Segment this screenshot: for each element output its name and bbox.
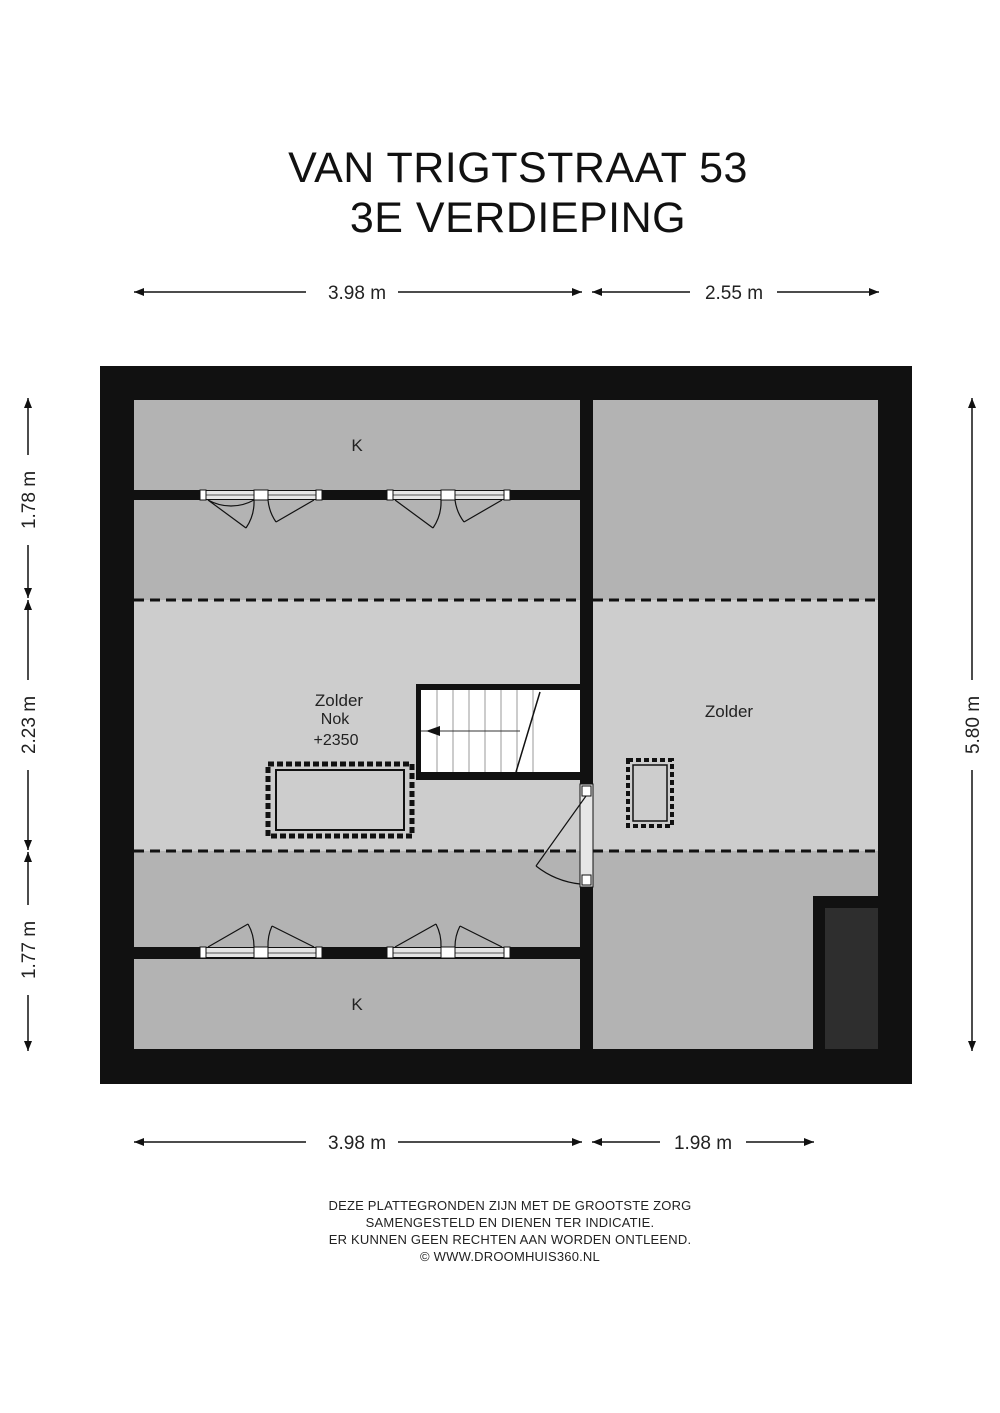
floor-title: 3E VERDIEPING	[349, 194, 687, 242]
knee-wall-bottom	[134, 947, 580, 959]
dimension-top-right	[592, 283, 879, 304]
attic-left-height-label: +2350	[313, 732, 359, 749]
knee-wall-top	[134, 490, 580, 500]
address-title: VAN TRIGTSTRAAT 53	[288, 144, 748, 192]
dimension-bottom-right	[592, 1133, 814, 1154]
central-wall-upper	[580, 400, 593, 784]
disclaimer-copyright[interactable]: © WWW.DROOMHUIS360.NL	[420, 1249, 600, 1264]
dimension-bottom-right-label: 1.98 m	[673, 1133, 733, 1154]
disclaimer-line: DEZE PLATTEGRONDEN ZIJN MET DE GROOTSTE ZORG	[328, 1198, 692, 1213]
attic-right-low-zone-top	[593, 400, 878, 600]
shaft	[825, 908, 878, 1049]
dimension-left-top	[19, 398, 40, 598]
attic-left-low-zone-bottom	[134, 851, 580, 947]
dimension-left-bottom-label: 1.77 m	[19, 920, 40, 980]
disclaimer	[0, 1197, 1000, 1265]
disclaimer-line: SAMENGESTELD EN DIENEN TER INDICATIE.	[365, 1215, 655, 1230]
attic-left-low-zone-top	[134, 500, 580, 600]
attic-left-label: Zolder	[314, 691, 364, 710]
dimension-top-right-label: 2.55 m	[704, 283, 764, 304]
dimension-left-middle	[19, 600, 40, 850]
dimension-right-total-label: 5.80 m	[963, 695, 984, 755]
dimension-bottom-left	[134, 1133, 582, 1154]
staircase	[416, 684, 580, 780]
dimension-left-top-label: 1.78 m	[19, 470, 40, 530]
storage-top-label: K	[351, 436, 363, 455]
attic-right-high-zone	[593, 600, 878, 851]
disclaimer-line: ER KUNNEN GEEN RECHTEN AAN WORDEN ONTLEEND.	[328, 1232, 692, 1247]
attic-left-ridge-label: Nok	[320, 711, 350, 728]
central-wall-lower	[580, 887, 593, 1049]
dimension-top-left	[134, 283, 582, 304]
dimension-left-middle-label: 2.23 m	[19, 695, 40, 755]
dimension-right-total	[963, 398, 984, 1051]
attic-right-label: Zolder	[704, 702, 754, 721]
dimension-left-bottom	[19, 852, 40, 1051]
dimension-top-left-label: 3.98 m	[327, 283, 387, 304]
dimension-bottom-left-label: 3.98 m	[327, 1133, 387, 1154]
storage-bottom-label: K	[351, 995, 363, 1014]
